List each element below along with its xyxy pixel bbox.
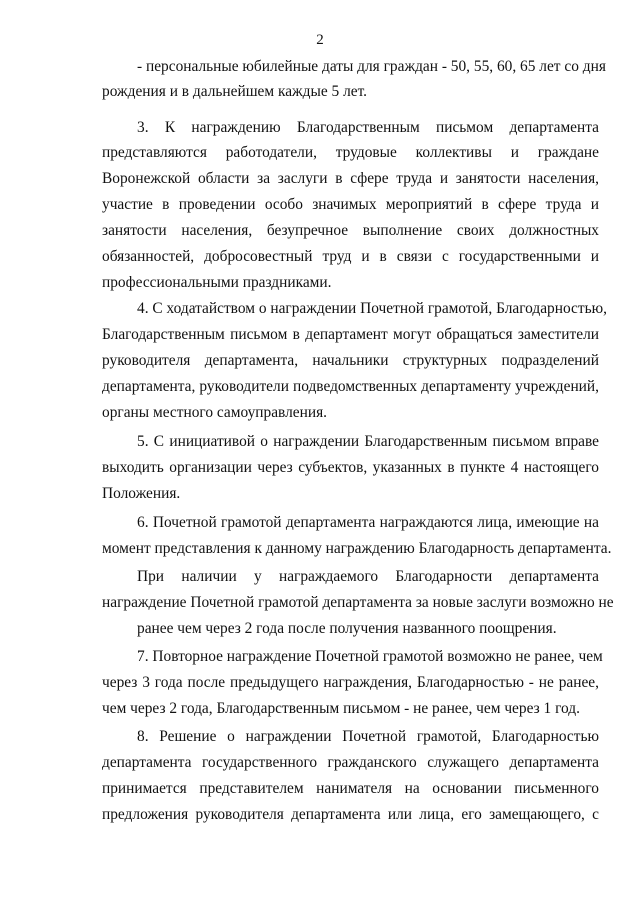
text-line: - персональные юбилейные даты для граждан - 50, 55, 60, 65 лет со дня (137, 58, 606, 75)
text-line: 7. Повторное награждение Почетной грамотой возможно не ранее, чем (137, 648, 603, 665)
text-line: выходить организации через субъектов, указанных в пункте 4 настоящего (102, 459, 599, 476)
text-line: представляются работодатели, трудовые коллективы и граждане (102, 144, 599, 161)
text-line: чем через 2 года, Благодарственным письмом - не ранее, чем через 1 год. (102, 700, 580, 717)
text-line: 3. К награждению Благодарственным письмом департамента (137, 119, 599, 136)
text-line: 8. Решение о награждении Почетной грамотой, Благодарностью (137, 728, 599, 745)
text-line: 5. С инициативой о награждении Благодарственным письмом вправе (137, 433, 599, 450)
text-line: участие в проведении особо значимых мероприятий в сфере труда и (102, 196, 599, 213)
text-line: 6. Почетной грамотой департамента награждаются лица, имеющие на (137, 514, 599, 531)
text-line: департамента, руководители подведомственных департаменту учреждений, (102, 378, 599, 395)
text-line: предложения руководителя департамента или лица, его замещающего, с (102, 806, 599, 823)
text-line: обязанностей, добросовестный труд и в связи с государственными и (102, 248, 599, 265)
text-line: принимается представителем нанимателя на основании письменного (102, 780, 599, 797)
text-line: руководителя департамента, начальники структурных подразделений (102, 352, 599, 369)
page-number: 2 (316, 32, 324, 48)
text-line: награждение Почетной грамотой департамента за новые заслуги возможно не (102, 594, 614, 611)
text-line: Благодарственным письмом в департамент могут обращаться заместители (102, 326, 599, 343)
text-line: рождения и в дальнейшем каждые 5 лет. (102, 83, 367, 100)
text-line: профессиональными праздниками. (102, 274, 332, 291)
text-line: При наличии у награждаемого Благодарности департамента (137, 568, 599, 585)
text-line: органы местного самоуправления. (102, 404, 328, 421)
text-line: момент представления к данному награждению Благодарность департамента. (102, 540, 612, 557)
text-line: 4. С ходатайством о награждении Почетной грамотой, Благодарностью, (137, 300, 607, 317)
text-line: через 3 года после предыдущего награждения, Благодарностью - не ранее, (102, 674, 599, 691)
text-line: занятости населения, безупречное выполнение своих должностных (102, 222, 599, 239)
text-line: департамента государственного гражданского служащего департамента (102, 754, 599, 771)
text-line: Воронежской области за заслуги в сфере труда и занятости населения, (102, 170, 599, 187)
text-line: Положения. (102, 485, 181, 502)
text-line: ранее чем через 2 года после получения названного поощрения. (137, 620, 557, 637)
